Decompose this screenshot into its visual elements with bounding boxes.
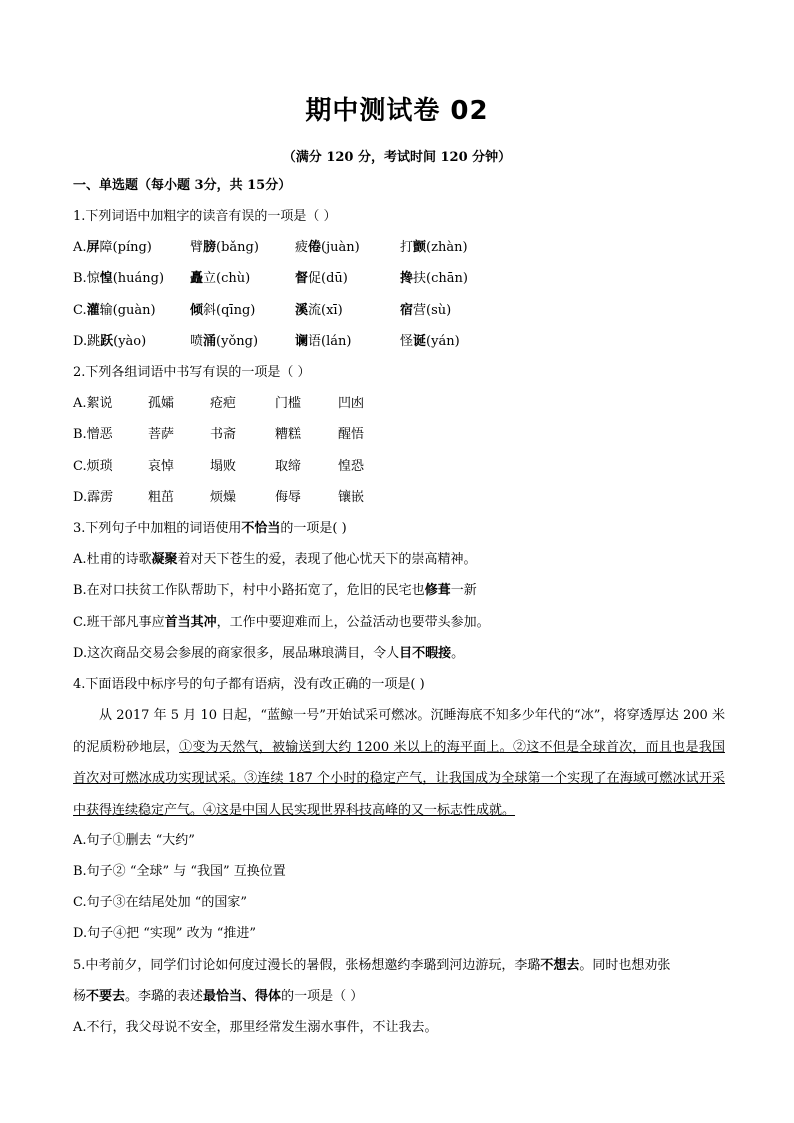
- q5-text: 的一项是（ ）: [281, 989, 364, 1004]
- q1-option-item: [295, 333, 351, 351]
- q5-bold: 最恰当、得体: [203, 989, 282, 1004]
- opt-text: 。: [451, 646, 465, 661]
- q1-option-item: [73, 302, 156, 320]
- q4-option-c: C.句子③在结尾处加 “的国家”: [73, 895, 248, 910]
- opt-text: 着对天下苍生的爱，表现了他心忧天下的崇高精神。: [177, 552, 477, 567]
- q1-option-item: [295, 302, 343, 320]
- option-text: 输(guàn): [99, 303, 156, 318]
- q1-option-item: [400, 333, 460, 351]
- q5-text: 5.中考前夕，同学们讨论如何度过漫长的暑假，张杨想邀约李璐到河边游玩，李璐: [73, 958, 541, 973]
- q4-stem: 4.下面语段中标序号的句子都有语病，没有改正确的一项是( ): [73, 677, 425, 692]
- q1-option-item: [73, 239, 152, 257]
- option-text: 斜(qīng): [203, 303, 256, 318]
- q3-stem-post: 的一项是( ): [280, 521, 347, 536]
- option-text: (bǎng): [216, 240, 259, 255]
- q1-option-item: [190, 302, 255, 320]
- section-heading: [73, 177, 291, 195]
- bold-character: 督: [295, 271, 309, 286]
- q3-option-c: [73, 614, 490, 632]
- q3-option-a: [73, 551, 477, 569]
- q5-text: 。同时也想劝张: [579, 958, 671, 973]
- q2-stem: 2.下列各组词语中书写有误的一项是（ ）: [73, 365, 311, 380]
- opt-bold: 凝聚: [151, 552, 178, 567]
- option-text: 惊: [86, 271, 100, 286]
- q1-option-item: [190, 333, 258, 351]
- q3-option-d: [73, 645, 464, 663]
- option-text: D.: [73, 334, 88, 349]
- bold-character: 宿: [400, 303, 414, 318]
- q2-word: 醒悟: [338, 427, 365, 442]
- q3-stem-bold: 不恰当: [241, 521, 281, 536]
- option-text: (zhàn): [426, 240, 468, 255]
- option-text: 打: [400, 240, 414, 255]
- bold-character: 诞: [413, 334, 427, 349]
- q1-option-item: [295, 239, 360, 257]
- option-text: 语(lán): [308, 334, 352, 349]
- option-text: 跳: [87, 334, 101, 349]
- exam-subtitle: （满分 120 分，考试时间 120 分钟）: [282, 150, 512, 165]
- option-text: (juàn): [321, 240, 360, 255]
- q2-word: 取缔: [275, 459, 302, 474]
- q2-word: 烦燥: [210, 490, 237, 505]
- q2-word: 糟糕: [275, 427, 302, 442]
- q1-option-item: [73, 333, 146, 351]
- option-text: C.: [73, 303, 87, 318]
- bold-character: 膀: [203, 240, 217, 255]
- option-text: 臂: [190, 240, 204, 255]
- q2-word: 疮疤: [210, 396, 237, 411]
- option-text: B.: [73, 271, 87, 286]
- q5-bold: 不想去: [540, 958, 580, 973]
- bold-character: 矗: [190, 271, 204, 286]
- q1-stem: 1.下列词语中加粗字的读音有误的一项是（ ）: [73, 209, 337, 224]
- option-text: (yào): [113, 334, 147, 349]
- option-text: 疲: [295, 240, 309, 255]
- bold-character: 跃: [100, 334, 114, 349]
- option-text: (yǒng): [216, 334, 259, 349]
- q1-option-item: [73, 270, 164, 288]
- bold-character: 谰: [295, 334, 309, 349]
- q1-option-item: [295, 270, 348, 288]
- bold-character: 颤: [413, 240, 427, 255]
- bold-character: 惶: [99, 271, 113, 286]
- opt-text: A.杜甫的诗歌: [73, 552, 152, 567]
- option-text: (yán): [426, 334, 460, 349]
- option-text: A.: [73, 240, 87, 255]
- q2-word: 菩萨: [148, 427, 175, 442]
- q2-word: 书斋: [210, 427, 237, 442]
- opt-bold: 首当其冲: [164, 615, 217, 630]
- q2-word: 惶恐: [338, 459, 365, 474]
- q2-word: 塌败: [210, 459, 237, 474]
- option-text: 流(xī): [308, 303, 343, 318]
- section-prefix: 一、单选题: [73, 178, 139, 193]
- section-note: （每小题 3分，共 15分）: [138, 178, 292, 193]
- q4-option-b: B.句子② “全球” 与 “我国” 互换位置: [73, 864, 286, 879]
- option-text: 促(dū): [308, 271, 348, 286]
- opt-text: 一新: [450, 583, 477, 598]
- bold-character: 倾: [190, 303, 204, 318]
- q2-word: 镶嵌: [338, 490, 365, 505]
- q2-word: D.霹雳: [73, 490, 114, 505]
- opt-text: C.班干部凡事应: [73, 615, 165, 630]
- bold-character: 涌: [203, 334, 217, 349]
- option-text: 怪: [400, 334, 414, 349]
- q2-word: 侮辱: [275, 490, 302, 505]
- q3-stem-pre: 3.下列句子中加粗的词语使用: [73, 521, 242, 536]
- q5-bold: 不要去: [86, 989, 126, 1004]
- q2-word: B.憎恶: [73, 427, 113, 442]
- q1-option-item: [400, 270, 468, 288]
- option-text: (huáng): [112, 271, 165, 286]
- q5-text: 杨: [73, 989, 87, 1004]
- q1-option-item: [190, 270, 250, 288]
- q2-word: A.絮说: [73, 396, 113, 411]
- q1-option-item: [400, 302, 451, 320]
- q2-word: 孤孀: [148, 396, 175, 411]
- q2-word: 粗茁: [148, 490, 175, 505]
- q5-option-a: A.不行，我父母说不安全，那里经常发生溺水事件，不让我去。: [73, 1020, 438, 1035]
- option-text: 营(sù): [413, 303, 452, 318]
- opt-text: D.这次商品交易会参展的商家很多，展品琳琅满目，令人: [73, 646, 400, 661]
- bold-character: 搀: [400, 271, 414, 286]
- q2-word: 哀悼: [148, 459, 175, 474]
- q5-stem-line2: [73, 988, 363, 1006]
- bold-character: 灌: [86, 303, 100, 318]
- q1-option-item: [400, 239, 468, 257]
- q2-word: 凹凼: [338, 396, 365, 411]
- option-text: 障(píng): [99, 240, 152, 255]
- opt-text: ，工作中要迎难而上，公益活动也要带头参加。: [216, 615, 490, 630]
- bold-character: 倦: [308, 240, 322, 255]
- q3-option-b: [73, 582, 477, 600]
- bold-character: 屏: [86, 240, 100, 255]
- opt-bold: 目不暇接: [399, 646, 452, 661]
- q5-text: 。李璐的表述: [125, 989, 204, 1004]
- q2-word: C.烦琐: [73, 459, 113, 474]
- q4-option-a: A.句子①删去 “大约”: [73, 833, 195, 848]
- option-text: 扶(chān): [413, 271, 468, 286]
- q2-word: 门槛: [275, 396, 302, 411]
- passage-underlined: ①变为天然气，被输送到大约 1200 米以上的海平面上。②这不但是全球首次，而且也是我国首次对可燃冰成功实现试采。③连续 187 个小时的稳定产气，让我国成为全球第一个实现了在海域可燃冰试开采中获得连续稳定产气。④这是中国人民实现世界科技高峰的又一标志性成就。: [73, 739, 725, 818]
- opt-bold: 修葺: [424, 583, 451, 598]
- q5-stem-line1: [73, 957, 670, 975]
- passage-plain: 从 2017 年 5 月 10 日起，“蓝鲸一号”开始试采可燃冰。沉睡海底不知多少年代的“冰”，将穿透厚达 200 米的泥质粉砂地层，: [73, 708, 725, 755]
- q4-option-d: D.句子④把 “实现” 改为 “推进”: [73, 926, 257, 941]
- q3-stem: [73, 520, 347, 538]
- opt-text: B.在对口扶贫工作队帮助下，村中小路拓宽了，危旧的民宅也: [73, 583, 425, 598]
- q1-option-item: [190, 239, 259, 257]
- bold-character: 溪: [295, 303, 309, 318]
- q4-passage: [73, 700, 725, 826]
- option-text: 喷: [190, 334, 204, 349]
- page-title: 期中测试卷 02: [305, 96, 489, 126]
- option-text: 立(chù): [203, 271, 251, 286]
